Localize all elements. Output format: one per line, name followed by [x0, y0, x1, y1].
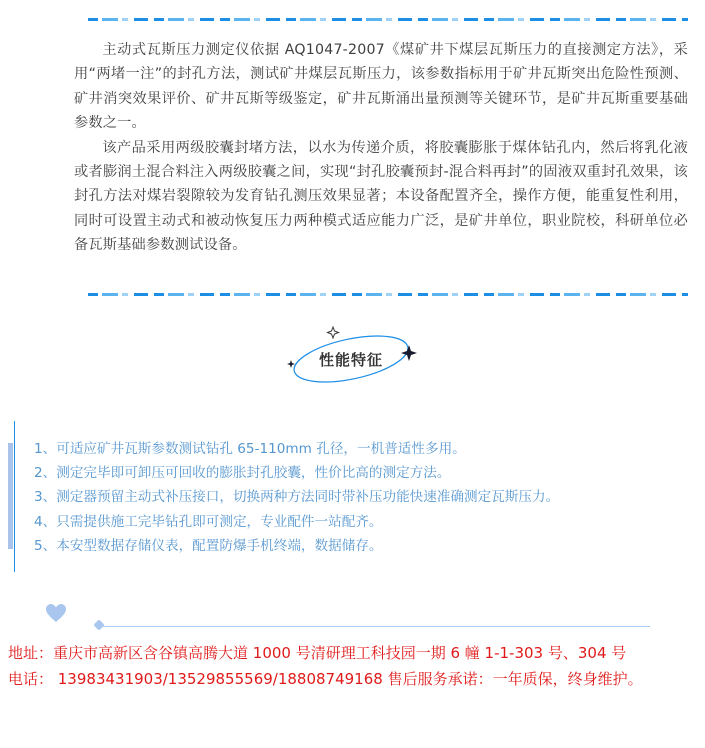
- top-dashed-divider: [88, 18, 688, 21]
- feature-item: 2、测定完毕即可卸压可回收的膨胀封孔胶囊，性价比高的测定方法。: [34, 465, 451, 482]
- feature-item: 3、测定器预留主动式补压接口，切换两种方法同时带补压功能快速准确测定瓦斯压力。: [34, 489, 560, 506]
- features-list: [34, 437, 559, 558]
- intro-paragraph-2: 该产品采用两级胶囊封堵方法，以水为传递介质，将胶囊膨胀于煤体钻孔内，然后将乳化液或者膨润土混合料注入两级胶囊之间，实现“封孔胶囊预封-混合料再封”的固液双重封孔效果，该封孔方法对煤岩裂隙较为发育钻孔测压效果显著；本设备配置齐全，操作方便，能重复性利用，同时可设置主动式和被动恢复压力两种模式适应能力广泛，是矿井单位，职业院校，科研单位必备瓦斯基础参数测试设备。: [74, 139, 688, 254]
- feature-item: 1、可适应矿井瓦斯参数测试钻孔 65-110mm 孔径，一机普适性多用。: [34, 441, 466, 457]
- contact-address: 地址：重庆市高新区含谷镇高腾大道 1000 号清研理工科技园一期 6 幢 1-1-303 号、304 号: [8, 644, 627, 662]
- section-title-badge: [283, 323, 423, 393]
- bottom-dashed-divider: [88, 293, 688, 296]
- diamond-icon: [92, 618, 106, 632]
- section-title: 性能特征: [318, 351, 383, 369]
- feature-item: 5、本安型数据存储仪表，配置防爆手机终端，数据储存。: [34, 537, 383, 554]
- feature-item: 4、只需提供施工完毕钻孔即可测定，专业配件一站配齐。: [34, 513, 383, 530]
- contact-phone-service: 电话： 13983431903/13529855569/18808749168 售后服务承诺：一年质保，终身维护。: [8, 670, 643, 688]
- features-left-border: [14, 421, 15, 572]
- footer-separator: [100, 626, 650, 627]
- intro-paragraph-1: 主动式瓦斯压力测定仪依据 AQ1047-2007《煤矿井下煤层瓦斯压力的直接测定方法》，采用“两堵一注”的封孔方法，测试矿井煤层瓦斯压力，该参数指标用于矿井瓦斯突出危险性预测、矿井消突效果评价、矿井瓦斯等级鉴定，矿井瓦斯涌出量预测等关键环节，是矿井瓦斯重要基础参数之一。: [74, 42, 688, 132]
- contact-info: [8, 640, 688, 692]
- features-accent-bar: [8, 443, 13, 549]
- heart-icon: [45, 603, 67, 623]
- intro-text: [74, 38, 688, 258]
- features-panel: [8, 421, 688, 572]
